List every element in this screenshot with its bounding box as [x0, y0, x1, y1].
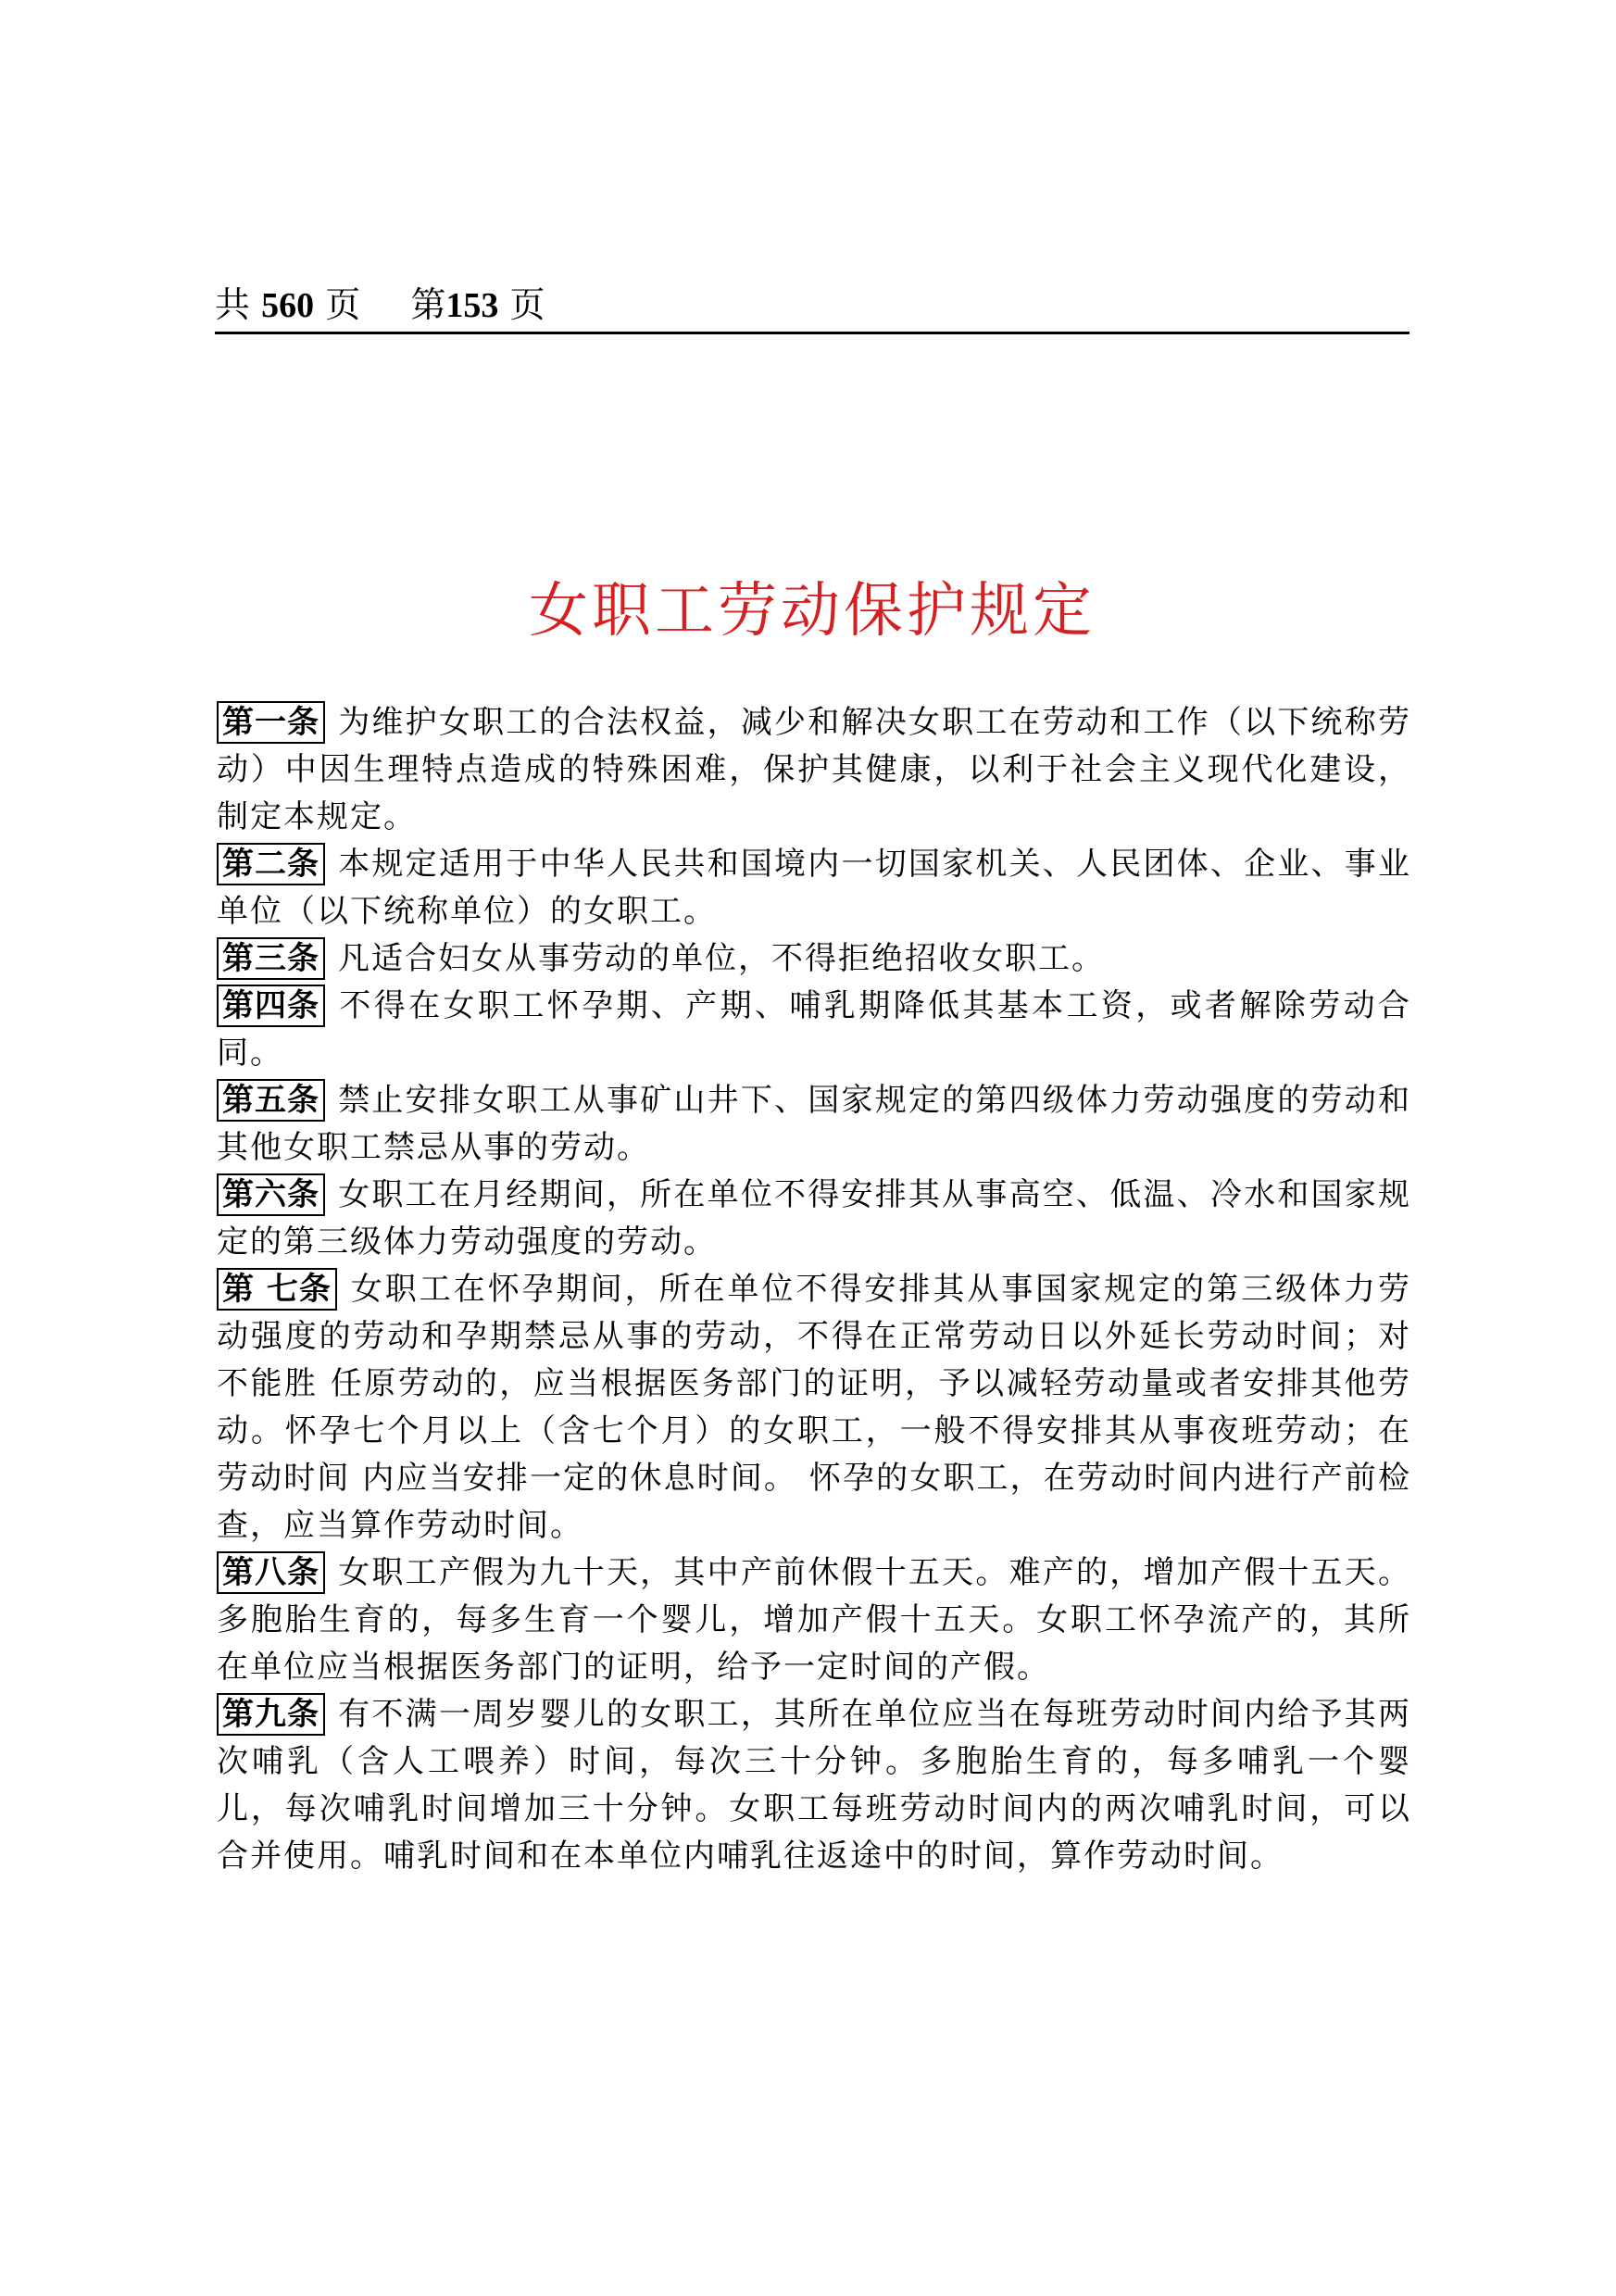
article-label: 第二条 [217, 843, 325, 885]
article-text: 女职工在月经期间，所在单位不得安排其从事高空、低温、冷水和国家规定的第三级体力劳动强度的劳动。 [217, 1176, 1411, 1261]
article-label: 第九条 [217, 1693, 325, 1736]
article-text: 为维护女职工的合法权益，减少和解决女职工在劳动和工作（以下统称劳动）中因生理特点造成的特殊困难，保护其健康，以利于社会主义现代化建设，制定本规定。 [217, 704, 1411, 835]
article-label: 第 七条 [217, 1268, 337, 1311]
article-label: 第四条 [217, 985, 325, 1027]
document-body [217, 699, 1411, 1880]
article-6 [217, 1172, 1411, 1266]
article-label: 第八条 [217, 1551, 325, 1594]
article-text: 本规定适用于中华人民共和国境内一切国家机关、人民团体、企业、事业单位（以下统称单位）的女职工。 [217, 846, 1411, 930]
article-label: 第五条 [217, 1079, 325, 1122]
current-page-prefix: 第 [410, 284, 446, 325]
article-5 [217, 1077, 1411, 1172]
article-3 [217, 935, 1411, 983]
article-label: 第六条 [217, 1173, 325, 1216]
article-9 [217, 1691, 1411, 1880]
article-text: 凡适合妇女从事劳动的单位，不得拒绝招收女职工。 [338, 940, 1105, 977]
current-page-suffix: 页 [509, 284, 545, 325]
total-pages-suffix: 页 [325, 284, 361, 325]
article-label: 第一条 [217, 701, 325, 744]
article-1 [217, 699, 1411, 841]
article-8 [217, 1549, 1411, 1691]
article-text: 女职工产假为九十天，其中产前休假十五天。难产的，增加产假十五天。多胞胎生育的，每多生育一个婴儿，增加产假十五天。女职工怀孕流产的，其所在单位应当根据医务部门的证明，给予一定时间的产假。 [217, 1554, 1411, 1686]
article-2 [217, 841, 1411, 935]
page-header [215, 278, 1409, 334]
article-text: 女职工在怀孕期间，所在单位不得安排其从事国家规定的第三级体力劳动强度的劳动和孕期禁忌从事的劳动，不得在正常劳动日以外延长劳动时间；对不能胜 任原劳动的，应当根据医务部门的证明，予以减轻劳动量或者安排其他劳动。怀孕七个月以上（含七个月）的女职工，一般不得安排其从事夜班劳动；在劳动时间 内应当安排一定的休息时间。 怀孕的女职工，在劳动时间内进行产前检查，应当算作劳动时间。 [217, 1271, 1411, 1544]
total-pages-count: 560 [261, 286, 315, 325]
current-page-number: 153 [445, 286, 499, 325]
article-text: 禁止安排女职工从事矿山井下、国家规定的第四级体力劳动强度的劳动和其他女职工禁忌从事的劳动。 [217, 1082, 1411, 1166]
article-label: 第三条 [217, 937, 325, 980]
article-text: 不得在女职工怀孕期、产期、哺乳期降低其基本工资，或者解除劳动合同。 [217, 987, 1411, 1072]
article-text: 有不满一周岁婴儿的女职工，其所在单位应当在每班劳动时间内给予其两次哺乳（含人工喂养）时间，每次三十分钟。多胞胎生育的，每多哺乳一个婴儿，每次哺乳时间增加三十分钟。女职工每班劳动时间内的两次哺乳时间，可以合并使用。哺乳时间和在本单位内哺乳往返途中的时间，算作劳动时间。 [217, 1696, 1411, 1875]
total-pages-prefix: 共 [215, 284, 251, 325]
article-4 [217, 983, 1411, 1077]
article-7 [217, 1266, 1411, 1549]
document-title: 女职工劳动保护规定 [529, 577, 1096, 646]
